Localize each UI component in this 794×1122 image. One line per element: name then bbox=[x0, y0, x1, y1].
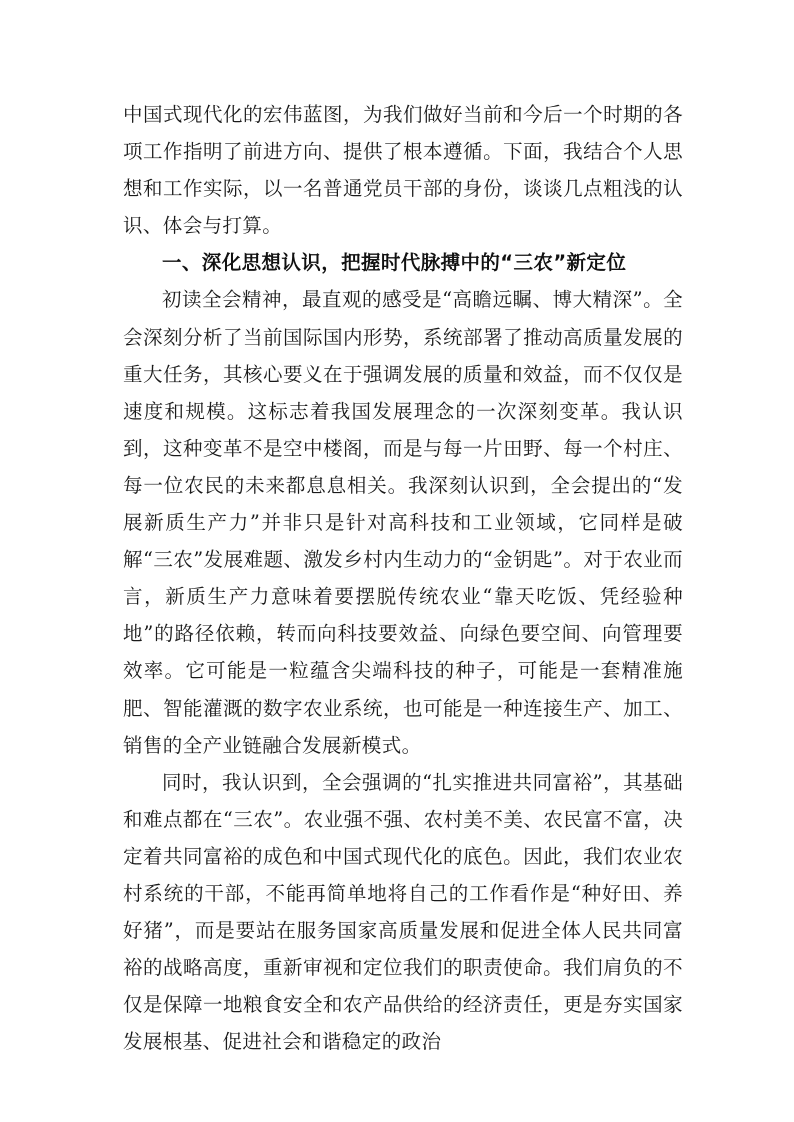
body-paragraph-1: 初读全会精神，最直观的感受是“高瞻远瞩、博大精深”。全会深刻分析了当前国际国内形势，系统部署了推动高质量发展的重大任务，其核心要义在于强调发展的质量和效益，而不仅仅是速度和规模。这标志着我国发展理念的一次深刻变革。我认识到，这种变革不是空中楼阁，而是与每一片田野、每一个村庄、每一位农民的未来都息息相关。我深刻认识到，全会提出的“发展新质生产力”并非只是针对高科技和工业领域，它同样是破解“三农”发展难题、激发乡村内生动力的“金钥匙”。对于农业而言，新质生产力意味着要摆脱传统农业“靠天吃饭、凭经验种地”的路径依赖，转而向科技要效益、向绿色要空间、向管理要效率。它可能是一粒蕴含尖端科技的种子，可能是一套精准施肥、智能灌溉的数字农业系统，也可能是一种连接生产、加工、销售的全产业链融合发展新模式。 bbox=[123, 288, 683, 757]
intro-paragraph: 中国式现代化的宏伟蓝图，为我们做好当前和今后一个时期的各项工作指明了前进方向、提供了根本遵循。下面，我结合个人思想和工作实际，以一名普通党员干部的身份，谈谈几点粗浅的认识、体会与打算。 bbox=[123, 103, 683, 238]
document-body bbox=[123, 96, 683, 1060]
body-paragraph-2: 同时，我认识到，全会强调的“扎实推进共同富裕”，其基础和难点都在“三农”。农业强不强、农村美不美、农民富不富，决定着共同富裕的成色和中国式现代化的底色。因此，我们农业农村系统的干部，不能再简单地将自己的工作看作是“种好田、养好猪”，而是要站在服务国家高质量发展和促进全体人民共同富裕的战略高度，重新审视和定位我们的职责使命。我们肩负的不仅是保障一地粮食安全和农产品供给的经济责任，更是夯实国家发展根基、促进社会和谐稳定的政治 bbox=[123, 770, 683, 1054]
section-heading: 一、深化思想认识，把握时代脉搏中的“三农”新定位 bbox=[162, 251, 627, 275]
